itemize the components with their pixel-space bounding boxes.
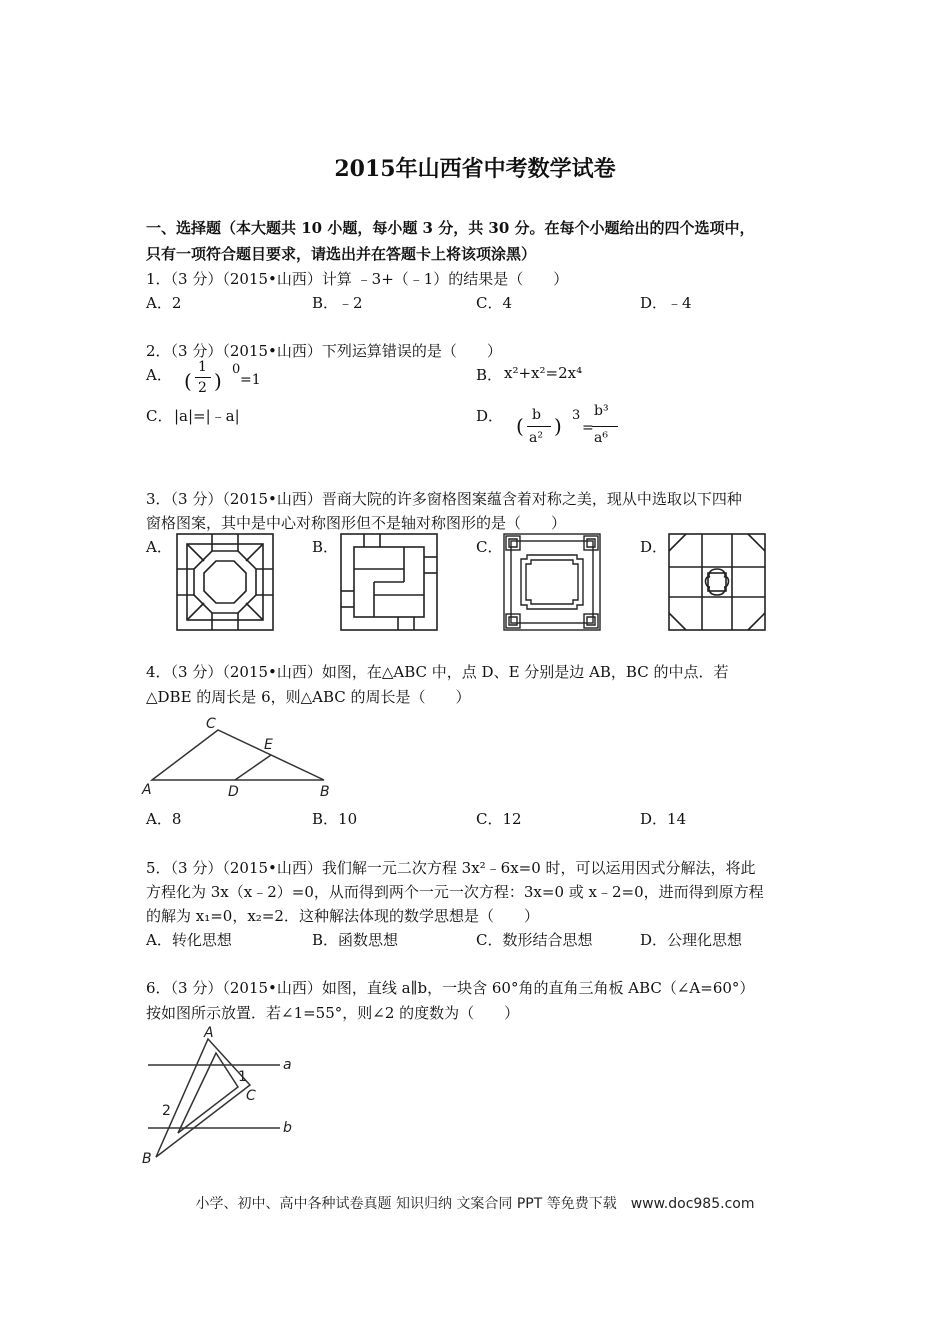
label-e: E: [264, 737, 273, 753]
q3-option-b-label: B．: [312, 538, 339, 556]
label-a: A: [142, 782, 152, 798]
q5-option-a: A．转化思想: [146, 931, 232, 949]
question-6-line1: 6．（3 分）（2015•山西）如图，直线 a∥b，一块含 60°角的直角三角板 ABC（∠A=60°）: [146, 979, 755, 997]
label-line-b: b: [283, 1120, 292, 1136]
q2-d-result-denominator: a⁶: [594, 430, 608, 446]
label-angle-2: 2: [162, 1103, 171, 1119]
q2-option-d-label: D．: [476, 407, 504, 425]
q2-a-numerator: 1: [198, 359, 207, 375]
q2-d-denominator: a²: [529, 430, 543, 446]
section-heading-line2: 只有一项符合题目要求，请选出并在答题卡上将该项涂黑）: [146, 245, 537, 263]
q2-a-exponent: 0: [232, 362, 241, 377]
q2-d-numerator: b: [532, 407, 541, 423]
q5-option-c: C．数形结合思想: [476, 931, 593, 949]
label-c-vertex: C: [246, 1088, 256, 1104]
q2-option-b-expression: x²+x²=2x⁴: [504, 364, 583, 382]
q2-a-rest: =1: [240, 372, 261, 388]
question-1-text: 1．（3 分）（2015•山西）计算 ﹣3+（﹣1）的结果是（ ）: [146, 270, 569, 288]
question-5-line3: 的解为 x₁=0，x₂=2．这种解法体现的数学思想是（ ）: [146, 907, 539, 925]
question-6-line2: 按如图所示放置．若∠1=55°，则∠2 的度数为（ ）: [146, 1004, 520, 1022]
window-pattern-c: [503, 533, 601, 631]
window-pattern-d: [668, 533, 766, 631]
q3-option-d-label: D．: [640, 538, 668, 556]
label-b-vertex: B: [142, 1151, 152, 1167]
q2-option-a-label: A．: [146, 366, 172, 384]
question-4-line1: 4．（3 分）（2015•山西）如图，在△ABC 中，点 D、E 分别是边 AB，BC 的中点．若: [146, 663, 729, 681]
label-angle-1: 1: [238, 1069, 247, 1085]
question-3-line2: 窗格图案，其中是中心对称图形但不是轴对称图形的是（ ）: [146, 514, 567, 532]
q3-option-a-label: A．: [146, 538, 172, 556]
page-footer: 小学、初中、高中各种试卷真题 知识归纳 文案合同 PPT 等免费下载 www.doc985.com: [195, 1196, 755, 1212]
q2-a-fraction-bar: [195, 377, 211, 378]
q1-option-b: B．﹣2: [312, 294, 363, 312]
q2-option-b-label: B．: [476, 366, 503, 384]
question-3-line1: 3．（3 分）（2015•山西）晋商大院的许多窗格图案蕴含着对称之美，现从中选取以下四种: [146, 490, 742, 508]
question-2-text: 2．（3 分）（2015•山西）下列运算错误的是（ ）: [146, 342, 502, 360]
q4-option-d: D．14: [640, 810, 687, 828]
q1-option-c: C．4: [476, 294, 513, 312]
q5-option-b: B．函数思想: [312, 931, 399, 949]
q2-a-denominator: 2: [198, 380, 207, 396]
parallel-lines-triangle-figure: [140, 1025, 300, 1165]
section-heading-line1: 一、选择题（本大题共 10 小题，每小题 3 分，共 30 分。在每个小题给出的四个选项中，: [146, 219, 755, 237]
question-5-line1: 5．（3 分）（2015•山西）我们解一元二次方程 3x²﹣6x=0 时，可以运用因式分解法，将此: [146, 859, 756, 877]
q2-option-c-label: C．: [146, 407, 173, 425]
label-c: C: [206, 716, 216, 732]
page-title: 2015年山西省中考数学试卷: [334, 156, 616, 182]
q1-option-d: D．﹣4: [640, 294, 692, 312]
q3-option-c-label: C．: [476, 538, 503, 556]
label-b: B: [320, 784, 330, 800]
label-a-vertex: A: [204, 1025, 214, 1041]
q5-option-d: D．公理化思想: [640, 931, 743, 949]
q1-option-a: A．2: [146, 294, 182, 312]
q4-option-a: A．8: [146, 810, 182, 828]
q2-d-result-numerator: b³: [594, 403, 609, 419]
window-pattern-a: [176, 533, 274, 631]
q2-option-c-expression: |a|=|﹣a|: [174, 407, 240, 425]
question-4-line2: △DBE 的周长是 6，则△ABC 的周长是（ ）: [146, 688, 471, 706]
q2-d-exponent: 3: [572, 408, 581, 423]
q4-option-c: C．12: [476, 810, 522, 828]
q4-option-b: B．10: [312, 810, 358, 828]
label-d: D: [228, 784, 239, 800]
window-pattern-b: [340, 533, 438, 631]
triangle-abc-figure: [140, 712, 340, 800]
question-5-line2: 方程化为 3x（x﹣2）=0，从而得到两个一元一次方程：3x=0 或 x﹣2=0，进而得到原方程: [146, 883, 764, 901]
label-line-a: a: [283, 1057, 292, 1073]
